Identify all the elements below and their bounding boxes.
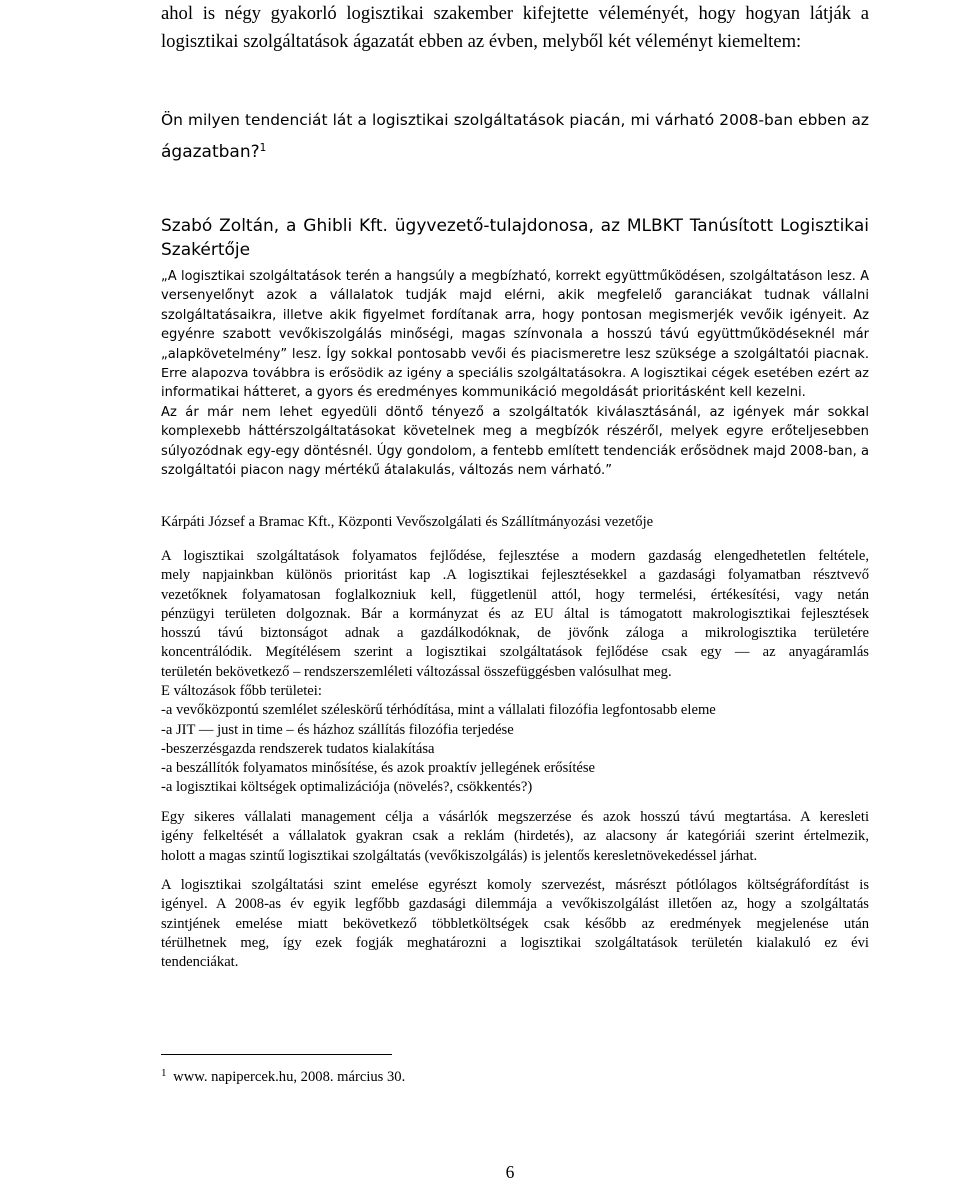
- list-item: -a JIT — just in time – és házhoz szállítás filozófia terjedése: [161, 721, 514, 738]
- intro-line: ahol is négy gyakorló logisztikai szakember kifejtette véleményét, hogy hogyan látják a: [161, 3, 869, 24]
- paragraph-line: területén bekövetkező – rendszerszemléleti változással összefüggésben valósulhat meg.: [161, 663, 672, 680]
- list-item: -beszerzésgazda rendszerek tudatos kialakítása: [161, 740, 435, 757]
- page-number: 6: [505, 1162, 515, 1182]
- quote-line: versenyelőnyt azok a vállalatok tudják majd elérni, akik megfelelő garanciákat tudnak vállalni: [161, 288, 869, 304]
- quote-line: Erre alapozva továbbra is erősödik az igény a speciális szolgáltatásokra. A logisztikai cégek esetében ezért az: [161, 366, 869, 382]
- paragraph-line: igény felkeltését a vállalatok gyakran csak a reklám (hirdetés), az alacsony ár kategóriái szerint értelmezik,: [161, 828, 869, 845]
- paragraph-management: [161, 808, 869, 866]
- paragraph-service-level: [161, 876, 869, 972]
- paragraph-line: tendenciákat.: [161, 954, 239, 971]
- quote-line: „alapkövetelmény” lesz. Így sokkal pontosabb vevői és piacismeretre lesz szüksége a szolgáltatói piacnak.: [161, 346, 869, 362]
- paragraph-line: igényel. A 2008-as év egyik legfőbb gazdasági dilemmája a vevőkiszolgálást illetően az, hogy a szolgáltatás: [161, 896, 869, 913]
- intro-line: logisztikai szolgáltatások ágazatát ebben az évben, melyből két véleményt kiemeltem:: [161, 31, 802, 52]
- paragraph-line: térülhetnek meg, így ezek fogják meghatározni a logisztikai szolgáltatások területén kialakuló ez évi: [161, 934, 869, 951]
- footnote-number: 1: [161, 1067, 167, 1080]
- list-item: -a logisztikai költségek optimalizációja (növelés?, csökkentés?): [161, 779, 533, 796]
- intro-paragraph: [161, 0, 869, 56]
- footnote: [161, 1067, 405, 1087]
- list-item: -a beszállítók folyamatos minősítése, és azok proaktív jellegének erősítése: [161, 760, 596, 777]
- question-text: ágazatban?: [161, 142, 260, 162]
- speaker-2-paragraph: [161, 547, 869, 682]
- paragraph-line: A logisztikai szolgáltatások folyamatos fejlődése, fejlesztése a modern gazdaság elengedhetetlen feltétele,: [161, 548, 869, 564]
- quote-line: Az ár már nem lehet egyedüli döntő tényező a szolgáltatók kiválasztásánál, az igények már sokkal: [161, 404, 869, 420]
- question-line: [161, 136, 869, 168]
- quote-line: egyénre szabott vevőkiszolgálás minőségi, magas színvonala a hosszú távú együttműködéseknél már: [161, 327, 869, 343]
- speaker-2-name: Kárpáti József a Bramac Kft.: [161, 514, 331, 530]
- list-item: -a vevőközpontú szemlélet széleskörű térhódítása, mint a vállalati filozófia legfontosabb eleme: [161, 702, 716, 719]
- changes-heading: E változások főbb területei:: [161, 683, 322, 699]
- changes-list: [161, 682, 869, 798]
- speaker-line: Szabó Zoltán, a Ghibli Kft. ügyvezető-tulajdonosa, az MLBKT Tanúsított Logisztikai: [161, 216, 869, 236]
- quote-line: súlyozódnak egy-egy döntésnél. Úgy gondolom, a fentebb említett tendenciák erősödnek majd 2008-ban, a: [161, 443, 869, 459]
- paragraph-line: Egy sikeres vállalati management célja a vásárlók megszerzése és azok hosszú távú megtartása. A keresleti: [161, 809, 869, 825]
- paragraph-line: szintjének emelése miatt bekövetkező többletköltségek csak később az eredmények megjelenése után: [161, 915, 869, 932]
- paragraph-line: koncentrálódik. Megítélésem szerint a logisztikai szolgáltatások fejlődése csak egy — az anyagáramlás: [161, 644, 869, 661]
- quote-line: informatikai hátteret, a gyors és eredményes kommunikáció megoldását prioritásként kell kezelni.: [161, 385, 806, 401]
- footnote-separator: [161, 1054, 392, 1055]
- paragraph-line: vezetőknek folyamatosan foglalkozniuk kell, függetlenül attól, hogy termelési, értékesítési, vagy netán: [161, 586, 869, 603]
- question-line: Ön milyen tendenciát lát a logisztikai szolgáltatások piacán, mi várható 2008-ban ebben az: [161, 111, 869, 129]
- footnote-reference[interactable]: 1: [259, 142, 267, 155]
- speaker-line: Szakértője: [161, 240, 251, 260]
- speaker-1-heading: [161, 214, 869, 262]
- paragraph-line: mely napjainkban különös prioritást kap .A logisztikai fejlesztésekkel a gazdasági folyamatban résztvevő: [161, 567, 869, 584]
- paragraph-line: A logisztikai szolgáltatási szint emelése egyrészt komoly szervezést, másrészt pótlólagos költségráfordítást is: [161, 877, 869, 893]
- quote-line: „A logisztikai szolgáltatások terén a hangsúly a megbízható, korrekt együttműködésen, szolgáltatáson lesz. A: [161, 269, 869, 284]
- interview-question: [161, 104, 869, 168]
- quote-line: komplexebb háttérszolgáltatásokat követelnek meg a megbízók részéről, melyek egyre erőteljesebben: [161, 424, 869, 440]
- quote-line: szolgáltatói piacon nagy mértékű átalakulás, változás nem várható.”: [161, 463, 612, 479]
- quote-line: szolgáltatásaikra, illetve akik figyelmet fordítanak arra, hogy pontosan megismerjék vevőik igényeit. Az: [161, 307, 869, 323]
- speaker-1-quote: [161, 267, 869, 480]
- speaker-2-heading: [161, 510, 869, 534]
- paragraph-line: pénzügyi területen dolgoznak. Bár a kormányzat és az EU által is támogatott makrologisztikai fejlesztések: [161, 605, 869, 622]
- speaker-2-title: , Központi Vevőszolgálati és Szállítmányozási vezetője: [330, 514, 654, 530]
- footnote-text: www. napipercek.hu, 2008. március 30.: [173, 1069, 406, 1085]
- paragraph-line: holott a magas szintű logisztikai szolgáltatás (vevőkiszolgálás) is jelentős keresletnövekedéssel járhat.: [161, 847, 758, 864]
- paragraph-line: hosszú távú biztonságot adnak a gazdálkodóknak, de jövőnk záloga a mikrologisztika területére: [161, 625, 869, 642]
